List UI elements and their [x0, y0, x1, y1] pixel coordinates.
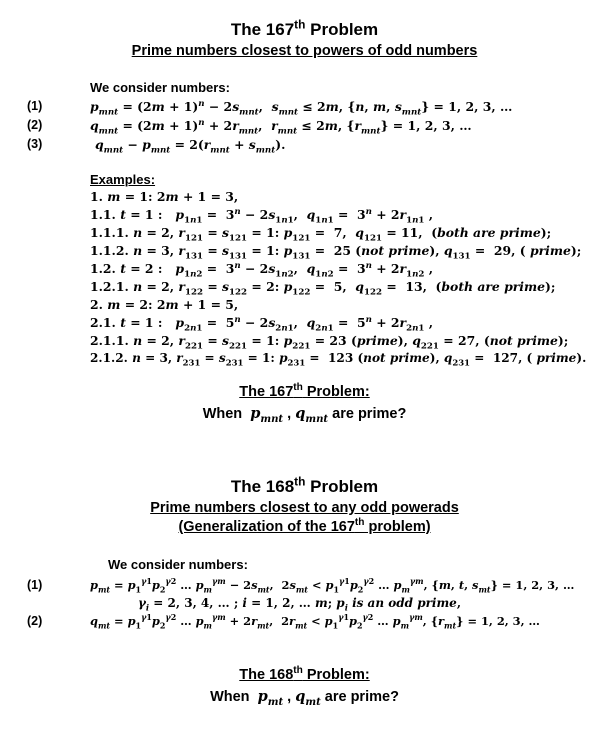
example-2-1: 2.1. t = 1 : $p_{2n1} = 5^n - 2s_{2n1}$, $q_{2n1} = 5^n + 2r_{2n1}$ ,	[90, 314, 434, 334]
example-1-2-1: 1.2.1. n = 2, $r_{122} = s_{122} = 2$: $p_{122} = 5$, $q_{122} = 13$, (both are prime);	[90, 279, 556, 298]
eq-number-168-1: (1)	[27, 578, 43, 592]
example-1-2: 1.2. t = 2 : $p_{1n2} = 3^n - 2s_{1n2}$, $q_{1n2} = 3^n + 2r_{1n2}$ ,	[90, 260, 434, 280]
examples-label: Examples:	[90, 172, 156, 187]
title-167: The 167th Problem	[230, 17, 379, 39]
intro-167: We consider numbers:	[90, 80, 230, 95]
example-1: 1. m = 1: 2m + 1 = 3,	[90, 189, 239, 204]
example-1-1-2: 1.1.2. n = 3, $r_{131} = s_{131} = 1$: $p_{131} = 25$ (not prime), $q_{131} = 29$, ( prime);	[90, 243, 582, 262]
equation-q-mt: $q_{mt} = p_1^{\gamma 1}p_2^{\gamma 2}$ … $p_m^{\gamma m} + 2r_{mt}$, $2r_{mt} < p_1^{\gamma 1}p_2^{\gamma 2}$ … $p_m^{\gamma m}$, $\{r_{mt}\} = 1$, 2, 3, …	[90, 613, 540, 631]
example-1-1-1: 1.1.1. n = 2, $r_{121} = s_{121} = 1$: $p_{121} = 7$, $q_{121} = 11$, (both are prime);	[90, 225, 552, 244]
equation-p-mt: $p_{mt} = p_1^{\gamma 1}p_2^{\gamma 2}$ … $p_m^{\gamma m} - 2s_{mt}$, $2s_{mt} < p_1^{\gamma 1}p_2^{\gamma 2}$ … $p_m^{\gamma m}$, {m, t, $s_{mt}\} = 1$, 2, 3, …	[90, 577, 575, 595]
equation-p-mnt: $p_{mnt} = (2m + 1)^n - 2s_{mnt}$, $s_{mnt} \le 2m$, {n, m, $s_{mnt}\} = 1$, 2, 3, …	[90, 98, 513, 118]
example-2: 2. m = 2: 2m + 1 = 5,	[90, 297, 239, 312]
intro-168: We consider numbers:	[108, 557, 248, 572]
subtitle-168: Prime numbers closest to any odd powerads	[150, 500, 459, 516]
question-title-168: The 168th Problem:	[239, 665, 370, 683]
question-167: When $p_{mnt}$ , $q_{mnt}$ are prime?	[202, 405, 407, 425]
eq-number-168-2: (2)	[27, 614, 43, 628]
equation-q-mnt: $q_{mnt} = (2m + 1)^n + 2r_{mnt}$, $r_{mnt} \le 2m$, $\{r_{mnt}\} = 1$, 2, 3, …	[90, 117, 472, 137]
subtitle-168-generalization: (Generalization of the 167th problem)	[178, 517, 431, 535]
question-title-167: The 167th Problem:	[239, 382, 370, 400]
subtitle-167: Prime numbers closest to powers of odd numbers	[131, 43, 478, 59]
eq-number-1: (1)	[27, 99, 43, 113]
title-168: The 168th Problem	[230, 474, 379, 496]
equation-gamma: $\gamma_i = 2$, 3, 4, … ; i = 1, 2, … m; $p_i$ is an odd prime,	[138, 596, 461, 613]
example-2-1-2: 2.1.2. n = 3, $r_{231} = s_{231} = 1$: $p_{231} = 123$ (not prime), $q_{231} = 127$, ( prime).	[90, 351, 587, 368]
eq-number-2: (2)	[27, 118, 43, 132]
question-168: When $p_{mt}$ , $q_{mt}$ are prime?	[210, 688, 399, 708]
example-2-1-1: 2.1.1. n = 2, $r_{221} = s_{221} = 1$: $p_{221} = 23$ (prime), $q_{221} = 27$, (not prime);	[90, 333, 569, 352]
eq-number-3: (3)	[27, 137, 43, 151]
equation-difference: $q_{mnt} - p_{mnt} = 2(r_{mnt} + s_{mnt})$.	[95, 137, 286, 156]
example-1-1: 1.1. t = 1 : $p_{1n1} = 3^n - 2s_{1n1}$, $q_{1n1} = 3^n + 2r_{1n1}$ ,	[90, 206, 434, 226]
